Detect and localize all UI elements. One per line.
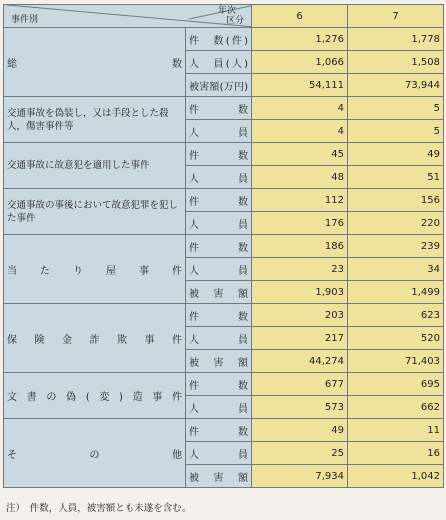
value-cell-v7: 16 (348, 442, 444, 465)
category-cell (4, 373, 186, 419)
item-label: 被害額 (189, 288, 248, 300)
category-label: 交通事故を偽装し，又は手段とした殺人，傷害事件等 (7, 107, 169, 132)
category-label: 交通事故の事後において故意犯罪を犯した事件 (7, 199, 179, 224)
value-cell-v6: 48 (252, 166, 348, 189)
value-cell-v7: 156 (348, 189, 444, 212)
value-cell-v6: 186 (252, 235, 348, 258)
item-label: 人員 (189, 173, 248, 185)
value-cell-v6: 573 (252, 396, 348, 419)
category-label: 総 数 (7, 58, 182, 70)
table-row (4, 28, 444, 51)
item-cell (186, 143, 252, 166)
item-label: 人員 (189, 449, 248, 461)
category-label: その他 (7, 449, 182, 461)
item-label: 件数 (189, 196, 248, 208)
category-label: 保険金詐欺事件 (7, 334, 182, 346)
item-label: 件数 (189, 242, 248, 254)
value-cell-v6: 677 (252, 373, 348, 396)
header-nenji: 年次 (217, 6, 236, 16)
value-cell-v7: 51 (348, 166, 444, 189)
item-label: 件数 (189, 380, 248, 392)
item-cell (186, 350, 252, 373)
item-label: 件 数(件) (189, 35, 248, 47)
value-cell-v6: 4 (252, 120, 348, 143)
item-cell (186, 166, 252, 189)
item-label: 件数 (189, 426, 248, 438)
item-label: 人員 (189, 219, 248, 231)
category-cell (4, 189, 186, 235)
value-cell-v6: 54,111 (252, 74, 348, 97)
table-row (4, 304, 444, 327)
item-cell (186, 465, 252, 488)
item-cell (186, 212, 252, 235)
value-cell-v6: 203 (252, 304, 348, 327)
item-label: 人員 (189, 127, 248, 139)
item-label: 件数 (189, 150, 248, 162)
header-year-7: 7 (348, 5, 444, 28)
value-cell-v6: 49 (252, 419, 348, 442)
item-label: 被害額 (189, 357, 248, 369)
value-cell-v7: 49 (348, 143, 444, 166)
table-row (4, 189, 444, 212)
item-cell (186, 281, 252, 304)
value-cell-v6: 44,274 (252, 350, 348, 373)
value-cell-v7: 1,778 (348, 28, 444, 51)
value-cell-v7: 220 (348, 212, 444, 235)
value-cell-v7: 11 (348, 419, 444, 442)
table-row (4, 97, 444, 120)
item-label: 人員 (189, 265, 248, 277)
item-cell (186, 120, 252, 143)
value-cell-v6: 1,276 (252, 28, 348, 51)
footnote: 注） 件数，人員，被害額とも未遂を含む。 (6, 503, 192, 514)
item-cell (186, 304, 252, 327)
value-cell-v6: 1,066 (252, 51, 348, 74)
header-corner-cell (4, 5, 252, 28)
table-row (4, 419, 444, 442)
category-cell (4, 143, 186, 189)
value-cell-v7: 239 (348, 235, 444, 258)
value-cell-v6: 1,903 (252, 281, 348, 304)
item-label: 人員 (189, 403, 248, 415)
category-cell (4, 97, 186, 143)
item-label: 被害額 (189, 472, 248, 484)
item-cell (186, 373, 252, 396)
table-row (4, 235, 444, 258)
header-kubun: 区分 (225, 16, 244, 26)
item-cell (186, 51, 252, 74)
category-cell (4, 235, 186, 304)
category-cell (4, 304, 186, 373)
value-cell-v6: 23 (252, 258, 348, 281)
header-year-6: 6 (252, 5, 348, 28)
category-cell (4, 419, 186, 488)
value-cell-v7: 5 (348, 120, 444, 143)
item-cell (186, 74, 252, 97)
item-cell (186, 28, 252, 51)
value-cell-v7: 34 (348, 258, 444, 281)
item-label: 人 員(人) (189, 58, 248, 70)
value-cell-v6: 112 (252, 189, 348, 212)
item-cell (186, 189, 252, 212)
item-cell (186, 235, 252, 258)
value-cell-v6: 176 (252, 212, 348, 235)
value-cell-v7: 1,499 (348, 281, 444, 304)
value-cell-v7: 623 (348, 304, 444, 327)
value-cell-v7: 695 (348, 373, 444, 396)
table-row (4, 143, 444, 166)
value-cell-v7: 71,403 (348, 350, 444, 373)
value-cell-v6: 217 (252, 327, 348, 350)
item-label: 人員 (189, 334, 248, 346)
value-cell-v6: 7,934 (252, 465, 348, 488)
item-cell (186, 97, 252, 120)
diagonal-divider (7, 5, 252, 27)
item-cell (186, 419, 252, 442)
item-cell (186, 327, 252, 350)
header-row (4, 5, 444, 28)
item-label: 件数 (189, 311, 248, 323)
value-cell-v7: 1,508 (348, 51, 444, 74)
item-cell (186, 442, 252, 465)
value-cell-v6: 45 (252, 143, 348, 166)
item-label: 被害額(万円) (189, 81, 248, 93)
statistics-table (3, 4, 444, 488)
header-jikenbetsu: 事件別 (11, 15, 39, 25)
category-label: 文書の偽(変)造事件 (7, 392, 182, 403)
value-cell-v7: 73,944 (348, 74, 444, 97)
value-cell-v7: 520 (348, 327, 444, 350)
item-cell (186, 258, 252, 281)
value-cell-v6: 25 (252, 442, 348, 465)
value-cell-v6: 4 (252, 97, 348, 120)
item-cell (186, 396, 252, 419)
value-cell-v7: 662 (348, 396, 444, 419)
category-cell (4, 28, 186, 97)
category-label: 交通事故に故意犯を適用した事件 (7, 160, 150, 171)
table-row (4, 373, 444, 396)
value-cell-v7: 1,042 (348, 465, 444, 488)
value-cell-v7: 5 (348, 97, 444, 120)
category-label: 当たり屋事件 (7, 265, 182, 277)
item-label: 件数 (189, 104, 248, 116)
